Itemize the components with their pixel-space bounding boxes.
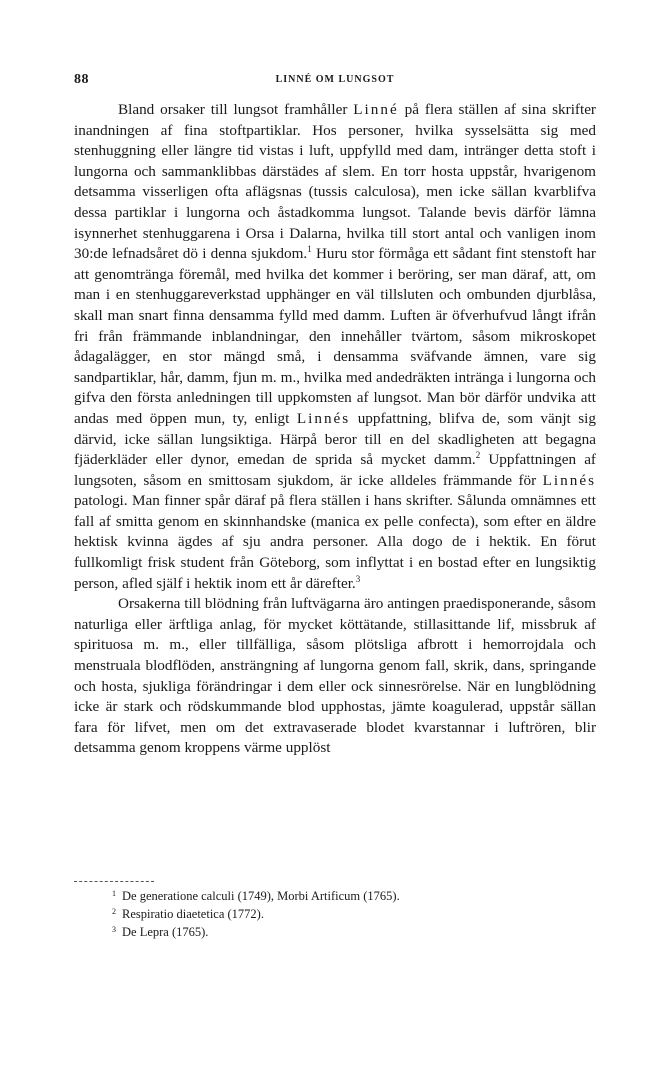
footnote-text: De generatione calculi (1749), Morbi Artificum (1765).	[122, 889, 400, 903]
text-run: uppfattning, blifva de, som vänjt sig därvid, icke sällan lungsiktiga. Härpå beror till en del skadligheten att begagna fjäderkläder eller dynor, emedan de sprida så mycket damm.	[74, 409, 596, 469]
text-run: Uppfattningen af lungsoten, såsom en smittosam sjukdom, är icke alldeles främmande för	[74, 451, 596, 489]
footnote-reference: 3	[355, 573, 361, 584]
paragraph	[74, 100, 596, 594]
footnote-divider	[74, 881, 154, 882]
footnote-mark: 1	[112, 889, 116, 898]
page-number: 88	[74, 72, 89, 87]
footnote-mark: 3	[112, 925, 116, 934]
text-run: på flera ställen af sina skrifter inandningen af fina stoftpartiklar. Hos personer, hvilka sysselsätta sig med stenhuggning eller längre tid vistas i luft, uppfylld med dam, intränger detta stoft i lungorna och sammanklibbas därstädes af slem. En torr hosta uppstår, hvarigenom detsamma visserligen ofta aflägsnas (tussis calculosa), men icke sällan kvarblifva dessa partiklar i lungorna och åstadkomma lungsot. Talande bevis därför lämna isynnerhet stenhuggarena i Orsa i Dalarna, hvilka till stort antal och vanligen inom 30:de lefnadsåret dö i denna sjukdom.	[74, 101, 596, 263]
footnote	[112, 886, 592, 904]
footnotes	[112, 886, 592, 940]
footnote-text: De Lepra (1765).	[122, 925, 209, 939]
running-head-title: LINNÉ OM LUNGSOT	[275, 74, 395, 85]
footnote-text: Respiratio diaetetica (1772).	[122, 907, 264, 921]
footnote-reference: 1	[307, 244, 312, 255]
name-emphasis: Linnés	[542, 471, 596, 489]
text-run: Orsakerna till blödning från luftvägarna äro antingen praedisponerande, såsom naturliga eller ärftliga anlag, för mycket köttätande, stillasittande lif, missbruk af spirituosa m. m., eller tillfälliga, såsom plötsliga afbrott i hemorrojdala och menstruala blodflöden, ansträngning af lungorna genom fall, skrik, dans, springande och hosta, sjukliga förändringar i dem eller ock sinnesrörelse. När en lungblödning icke är stark och rödskummande blod upphostas, jämte koagulerad, uppstår sällan fara för lifvet, men om det extravaserade blodet kvarstannar i luftrören, blir detsamma genom kroppens värme upplöst	[74, 595, 596, 757]
footnote	[112, 904, 592, 922]
text-run: Bland orsaker till lungsot framhåller	[118, 101, 354, 118]
paragraph	[74, 594, 596, 759]
footnote	[112, 922, 592, 940]
text-run: patologi. Man finner spår däraf på flera ställen i hans skrifter. Sålunda omnämnes ett fall af smitta genom en skinnhandske (manica ex pelle confecta), som efter en äldre hektisk kvinna ägdes af sju andra personer. Alla dogo de i hektik. En förut fullkomligt frisk student från Göteborg, som inflyttat i en bostad efter en lungsiktig person, afled själf i hektik inom ett år därefter.	[74, 492, 596, 592]
text-run: Huru stor förmåga ett sådant fint stenstoft har att genomtränga föremål, med hvilka det kommer i beröring, ser man däraf, att, om man i en stenhuggareverkstad upphänger en väl tillsluten och ombunden djurblåsa, skall man snart finna densamma fylld med damm. Luften är öfverhufvud långt ifrån fri från främmande inblandningar, den innehåller tvärtom, såsom mikroskopet ådagalägger, en stor mängd små, i densamma sväfvande ämnen, vare sig sandpartiklar, hår, damm, fjun m. m., hvilka med andedräkten inträngа i lungorna och gifva den första anledningen till uppkomsten af lungsot. Man bör därför undvika att andas med öppen mun, ty, enligt	[74, 245, 596, 427]
name-emphasis: Linné	[353, 101, 399, 118]
running-head	[74, 72, 596, 90]
name-emphasis: Linnés	[296, 409, 351, 427]
footnote-reference: 2	[475, 450, 481, 461]
footnote-mark: 2	[112, 907, 116, 916]
body-text	[74, 100, 596, 759]
